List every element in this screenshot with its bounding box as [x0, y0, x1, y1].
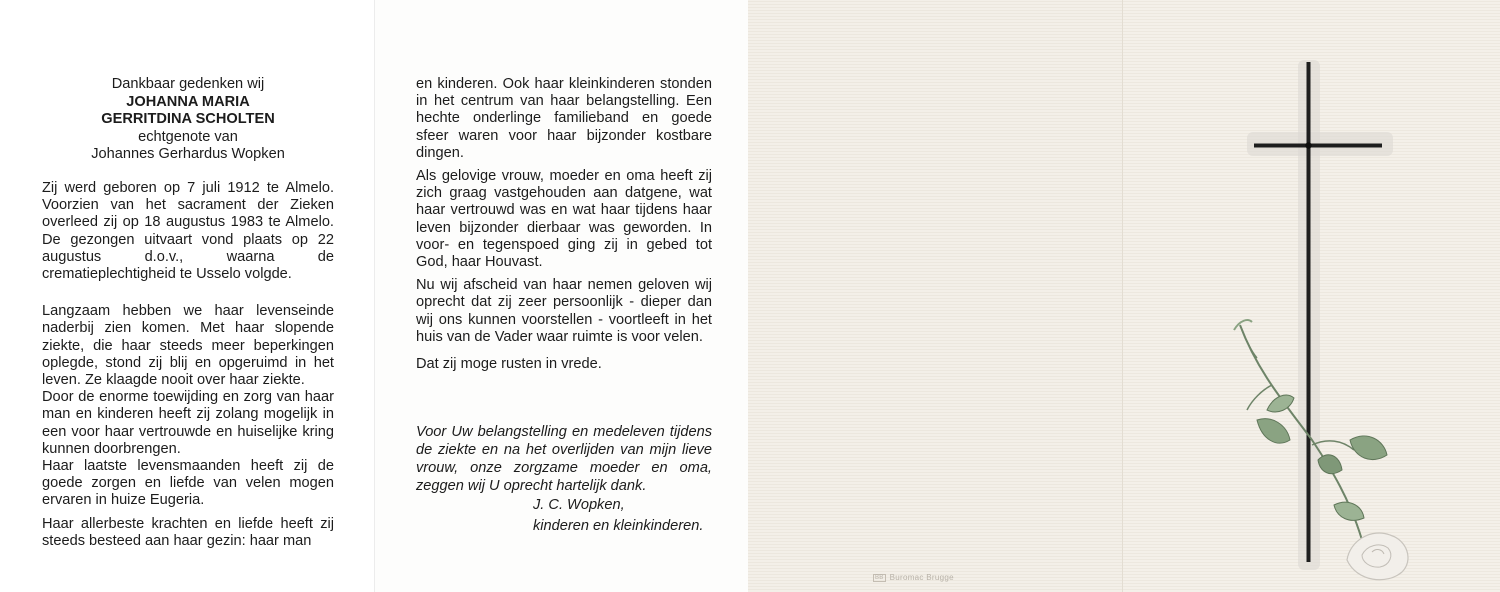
family-paragraph-start: Haar allerbeste krachten en liefde heeft zij steeds besteed aan haar gezin: haar man [42, 515, 334, 549]
biography-column-1 [42, 180, 334, 556]
deceased-name-line-2: GERRITDINA SCHOLTEN [101, 111, 275, 127]
printer-mark [873, 573, 954, 582]
intro-line: Dankbaar gedenken wij [111, 76, 265, 92]
illness-paragraph: Langzaam hebben we haar levenseinde naderbij zien komen. Met haar slopende ziekte, die haar steeds meer beperkingen oplegde, stond zij blij en opgeruimd in het leven. Ze klaagde nooit over haar ziekte. [42, 303, 334, 389]
memorial-header [42, 76, 334, 164]
signature-family: kinderen en kleinkinderen. [533, 518, 704, 534]
care-paragraph: Door de enorme toewijding en zorg van haar man en kinderen heeft zij zolang mogelijk in een voor haar vertrouwde en huiselijke kring kunnen doorbrengen. [42, 389, 334, 457]
deceased-name-line-1: JOHANNA MARIA [126, 93, 250, 110]
family-paragraph-end: en kinderen. Ook haar kleinkinderen stonden in het centrum van haar belangstelling. Een hechte onderlinge familieband en goede sfeer waren voor haar bijzonder kostbare dingen. [416, 76, 712, 161]
spouse-name: Johannes Gerhardus Wopken [91, 146, 285, 162]
thanks-note: Voor Uw belangstelling en medeleven tijdens de ziekte en na het overlijden van mijn lieve vrouw, onze zorgzame moeder en oma, zeggen wij U oprecht hartelijk dank. [416, 424, 712, 494]
spouse-intro: echtgenote van [138, 128, 238, 145]
printer-name: Buromac Brugge [889, 573, 954, 582]
signature-name: J. C. Wopken, [533, 497, 625, 513]
farewell-paragraph: Nu wij afscheid van haar nemen geloven wij oprecht dat zij zeer persoonlijk - dieper dan wij ons kunnen voorstellen - voortleeft in het huis van de Vader waar ruimte is voor velen. [416, 277, 712, 345]
faith-paragraph: Als gelovige vrouw, moeder en oma heeft zij zich graag vastgehouden aan datgene, wat haar vertrouwd was en wat haar tijdens haar leven bijzonder dierbaar was geworden. In voor- en tegenspoed ging zij in gebed tot God, haar Houvast. [416, 168, 712, 271]
cross-icon [1247, 60, 1393, 570]
signature-block [533, 495, 703, 537]
cross-and-rose-illustration [1122, 0, 1500, 592]
printer-logo: BB [875, 574, 884, 581]
rest-in-peace-line: Dat zij moge rusten in vrede. [416, 356, 602, 373]
last-months-paragraph: Haar laatste levensmaanden heeft zij de goede zorgen en liefde van velen mogen ervaren in huize Eugeria. [42, 458, 334, 509]
rose-icon [1234, 320, 1408, 580]
back-cover-page [748, 0, 1122, 592]
birth-death-paragraph: Zij werd geboren op 7 juli 1912 te Almelo. Voorzien van het sacrament der Zieken overleed zij op 18 augustus 1983 te Almelo. De gezongen uitvaart vond plaats op 22 augustus d.o.v., waarna de crematieplechtigheid te Usselo volgde. [42, 180, 334, 283]
biography-column-2 [416, 76, 712, 379]
